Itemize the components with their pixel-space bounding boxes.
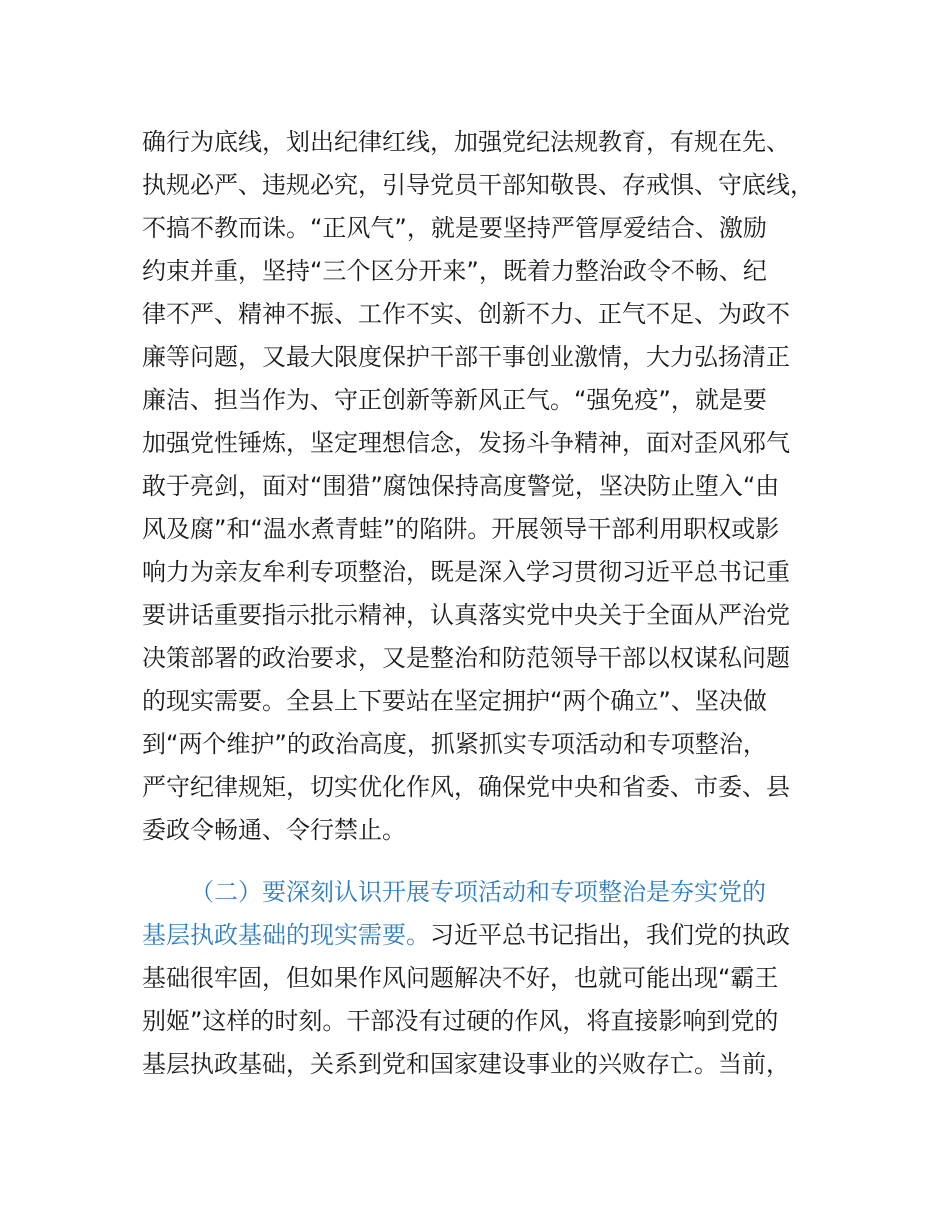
paragraph-1-line-2: 执规必严、违规必究，引导党员干部知敬畏、存戒惧、守底线，: [142, 171, 814, 199]
paragraph-1-line-15: 到“两个维护”的政治高度，抓紧抓实专项活动和专项整治，: [142, 730, 767, 758]
paragraph-1-line-16: 严守纪律规矩，切实优化作风，确保党中央和省委、市委、县: [142, 773, 790, 801]
paragraph-1-line-7: 廉洁、担当作为、守正创新等新风正气。“强免疫”，就是要: [142, 386, 767, 414]
paragraph-1-line-5: 律不严、精神不振、工作不实、创新不力、正气不足、为政不: [142, 300, 790, 328]
paragraph-1-line-8: 加强党性锤炼，坚定理想信念，发扬斗争精神，面对歪风邪气: [142, 429, 790, 457]
paragraph-1-line-3: 不搞不教而诛。“正风气”，就是要坚持严管厚爱结合、激励: [142, 214, 767, 242]
paragraph-2-line-4: 别姬”这样的时刻。干部没有过硬的作风，将直接影响到党的: [142, 1007, 779, 1035]
paragraph-2-line-2-text: 习近平总书记指出，我们党的执政: [430, 921, 790, 949]
section-heading-line-1: （二）要深刻认识开展专项活动和专项整治是夯实党的: [190, 878, 766, 906]
paragraph-1-line-12: 要讲话重要指示批示精神，认真落实党中央关于全面从严治党: [142, 601, 790, 629]
paragraph-1-line-11: 响力为亲友牟利专项整治，既是深入学习贯彻习近平总书记重: [142, 558, 790, 586]
paragraph-1-line-4: 约束并重，坚持“三个区分开来”，既着力整治政令不畅、纪: [142, 257, 767, 285]
paragraph-1-line-9: 敢于亮剑，面对“围猎”腐蚀保持高度警觉，坚决防止堕入“由: [142, 472, 780, 500]
paragraph-1-line-6: 廉等问题，又最大限度保护干部干事创业激情，大力弘扬清正: [142, 343, 790, 371]
paragraph-2-line-5: 基层执政基础，关系到党和国家建设事业的兴败存亡。当前，: [142, 1050, 790, 1078]
paragraph-1-line-17: 委政令畅通、令行禁止。: [142, 816, 406, 844]
paragraph-2-line-3: 基础很牢固，但如果作风问题解决不好，也就可能出现“霸王: [142, 964, 779, 992]
section-heading-line-2: 基层执政基础的现实需要。: [142, 921, 430, 949]
paragraph-1-line-13: 决策部署的政治要求，又是整治和防范领导干部以权谋私问题: [142, 644, 790, 672]
paragraph-2-line-2: [142, 920, 790, 950]
paragraph-1-line-14: 的现实需要。全县上下要站在坚定拥护“两个确立”、坚决做: [142, 687, 767, 715]
paragraph-1-line-1: 确行为底线，划出纪律红线，加强党纪法规教育，有规在先、: [142, 128, 790, 156]
paragraph-1-line-10: 风及腐”和“温水煮青蛙”的陷阱。开展领导干部利用职权或影: [142, 515, 780, 543]
